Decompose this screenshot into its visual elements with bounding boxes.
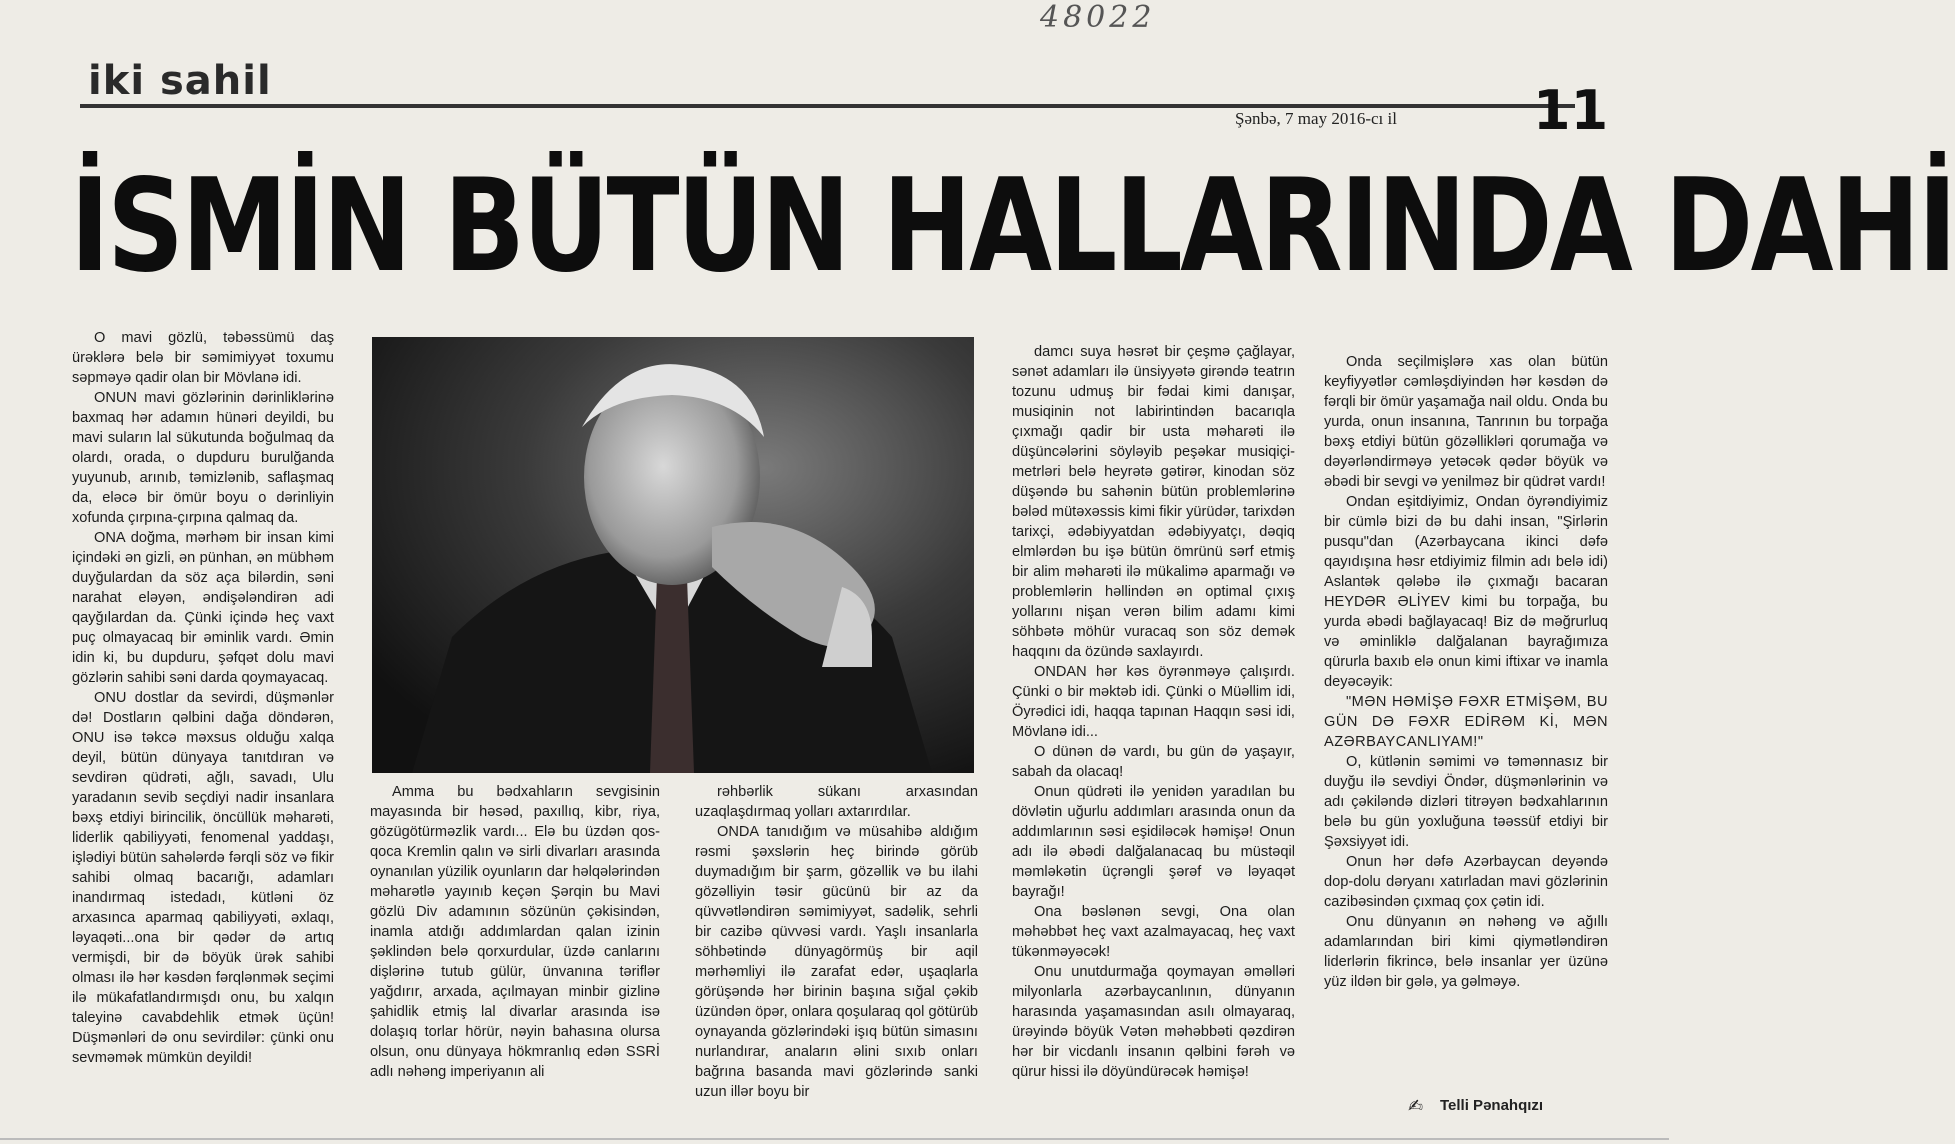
article-column-5 <box>1324 352 1608 992</box>
author-signature: Telli Pənahqızı <box>1440 1097 1544 1114</box>
paragraph: O mavi gözlü, təbəssümü daş ürəklərə belə bir səmimiyyət toxumu səpməyə qadir olan bir Mövlanə idi. <box>72 330 334 386</box>
paragraph: damcı suya həsrət bir çeşmə çağlayar, sənət adamları ilə ünsiyyətə girəndə teatrın tozunu udmuş bir fədai kimi danışar, musiqinin not labirintindən bacarıqla çıxmağı qadir bir usta məharəti ilə düşüncələrini söyləyib peşəkar musiqiçi-metrləri belə heyrətə gətirər, kinodan söz düşəndə bu sahənin bütün problemlərinə bələd mütəxəssis kimi fikir yürüdər, tarixdən tarixçi, ədəbiyyatdan ədəbiyyatçı, dəqiq elmlərdən bu işə bütün ömrünü sərf etmiş bir alim məharəti ilə mükalimə aparmağı və problemlərin həllindən ən optimal çıxış yollarını nişan verən bilim adamı kimi söhbətə möhür vuracaq son söz demək haqqını da özündə saxlayırdı. <box>1012 344 1295 660</box>
page-number: 11 <box>1533 79 1609 142</box>
headline: İSMİN BÜTÜN HALLARINDA DAHİ <box>70 152 1955 301</box>
paragraph: Amma bu bədxahların sevgisinin mayasında bir həsəd, paxıllıq, kibr, riya, gözügötürməzlik vardı... Elə bu üzdən qos-qoca Kremlin qalın və sirli divarları arasında oynanılan yüzilik oyunların dar həlqələrindən məharətlə yayınıb keçən Şərqin bu Mavi gözlü Div adamının sözünün çəkisindən, inamla atdığı addımlardan qalan izinin şəklindən belə qorxurdular, üzdə canlarını dişlərinə tutub gülür, ünvanına təriflər yağdırır, arxada, açılmayan minbir gizlinə şahidlik etmiş lal divarlar arasında isə dolaşıq torlar hörür, nəyin bahasına olursa olsun, onu dünyaya hökmranlıq edən SSRİ adlı nəhəng imperiyanın ali <box>370 784 660 1080</box>
paragraph: Ondan eşitdiyimiz, Ondan öyrəndiyimiz bir cümlə bizi də bu dahi insan, "Şirlərin pusqu"dan (Azərbaycana ikinci dəfə qayıdışına həsr etdiyimiz filmin adı belə idi) Aslantək qələbə ilə çıxmağı bacaran HEYDƏR ƏLİYEV kimi bu torpağa, bu yurda əbədi bağlayacaq! Biz də məğrurluq və əminliklə dalğalanan bayrağımıza qürurla baxıb elə onun kimi iftixar və inamla deyəcəyik: <box>1324 494 1608 690</box>
paragraph: ONA doğma, mərhəm bir insan kimi içindəki ən gizli, ən pünhan, ən mübhəm duyğulardan da söz aça bilərdin, səni narahat eləyən, əndişələndirən adi qayğılardan da. Çünki içində heç vaxt puç olmayacaq bir əminlik vardı. Əmin idin ki, bu dupduru, şəfqət dolu mavi gözlərin sahibi səni darda qoymayacaq. <box>72 530 334 686</box>
paragraph: Onun hər dəfə Azərbaycan deyəndə dop-dolu dəryanı xatırladan mavi gözlərinin cazibəsindən çıxmaq çox çətin idi. <box>1324 854 1608 910</box>
portrait-photo-graphic <box>372 337 974 773</box>
article-column-1 <box>72 328 334 1068</box>
paragraph: Onda seçilmişlərə xas olan bütün keyfiyyətlər cəmləşdiyindən hər kəsdən də fərqli bir ömür yaşamağa nail oldu. Onda bu yurda, onun insanına, Tanrının bu torpağa bəxş etdiyi bütün gözəllikləri qorumağa və dəyərləndirməyə yetəcək qədər böyük və əbədi bir sevgi və yenilməz bir qüdrət vardı! <box>1324 354 1608 490</box>
paragraph: Onu unutdurmağa qoymayan əməlləri milyonlarla azərbaycanlının, dünyanın harasında yaşamasından asılı olmayaraq, ürəyində böyük Vətən məhəbbəti qəzdirən hər bir vicdanlı insanın qəlbini fərəh və qürur hissi ilə döyündürəcək həmişə! <box>1012 964 1295 1080</box>
pen-icon: ✍ <box>1408 1096 1424 1117</box>
paragraph: O dünən də vardı, bu gün də yaşayır, sabah da olacaq! <box>1012 744 1295 780</box>
article-column-2 <box>370 782 660 1082</box>
paragraph: Onun qüdrəti ilə yenidən yaradılan bu dövlətin uğurlu addımları arasında onun da addımlarının səsi eşidiləcək həmişə! Onun adı ilə əbədi dalğalanacaq bu müstəqil məmləkətin üçrəngli şərəf və ləyaqət bayrağı! <box>1012 784 1295 900</box>
paragraph: ONDA tanıdığım və müsahibə aldığım rəsmi şəxslərin heç birində görüb duymadığım bir şarm, gözəllik və bu ilahi gözəlliyin təsir gücünü bir az da qüvvətləndirən səmimiyyət, sadəlik, sehrli bir cazibə qüvvəsi vardı. Yaşlı insanlarla söhbətində dünyagörmüş bir aqil mərhəmliyi ilə zarafat edər, uşaqlarla görüşəndə hər birinin başına sığal çəkib üzündən öpər, onlara qoşularaq qol götürüb oynayanda gözlərindəki işıq bütün simasını nurlandırar, anaların əlini sıxıb onları bağrına basanda mavi gözlərində sanki uzun illər boyu bir <box>695 824 978 1100</box>
paragraph: ONU dostlar da sevirdi, düşmənlər də! Dostların qəlbini dağa döndərən, ONU isə təkcə məxsus olduğu xalqa deyil, bütün dünyaya tanıtdıran və sevdirən qüdrəti, ağlı, savadı, Ulu yaradanın sevib seçdiyi nadir insanlara bəxş etdiyi birincilik, öncüllük məharəti, liderlik qabiliyyəti, fenomenal yaddaşı, işlədiyi bütün sahələrdə fərqli söz və fikir sahibi olmaq bacarığı, adamları inandırmaq istedadı, kütləni öz arxasınca aparmaq qabiliyyəti, əxlaqı, ləyaqəti...ona bir qədər də artıq vermişdi, bir də böyük ürək sahibi olması ilə hər kəsdən fərqlənmək seçimi ilə mükafatlandırmışdı onu, bu xalqın taleyinə cavabdehlik etmək üçün! Düşmənləri də onu sevirdilər: çünki onu sevməmək mümkün deyildi! <box>72 690 334 1066</box>
paragraph: O, kütlənin səmimi və təmənnasız bir duyğu ilə sevdiyi Öndər, düşmənlərinin və adı çəkiləndə dizləri titrəyən bədxahlarının belə bu gün yoxluğuna təəssüf etdiyi bir Şəxsiyyət idi. <box>1324 754 1608 850</box>
portrait-photo <box>372 337 974 773</box>
paragraph: ONUN mavi gözlərinin dərinliklərinə baxmaq hər adamın hünəri deyildi, bu mavi suların lal sükutunda boğulmaq da olardı, orada, o dupduru burulğanda yuyunub, arınıb, təmizlənib, saflaşmaq da, eləcə bir ömür boyu o dərinliyin xofunda çırpına-çırpına qalmaq da. <box>72 390 334 526</box>
header-divider <box>80 104 1575 108</box>
article-column-3 <box>695 782 978 1102</box>
paragraph: Ona bəslənən sevgi, Ona olan məhəbbət heç vaxt azalmayacaq, heç vaxt tükənməyəcək! <box>1012 904 1295 960</box>
handwritten-archive-number: 48022 <box>1040 0 1156 35</box>
section-name: iki sahil <box>88 58 272 104</box>
paragraph: rəhbərlik sükanı arxasından uzaqlaşdırmaq yolları axtarırdılar. <box>695 784 978 820</box>
paragraph: ONDAN hər kəs öyrənməyə çalışırdı. Çünki o bir məktəb idi. Çünki o Müəllim idi, Öyrədici idi, haqqa tapınan Haqqın səsi idi, Mövlanə idi... <box>1012 664 1295 740</box>
bottom-divider <box>0 1138 1669 1140</box>
quote: "MƏN HƏMİŞƏ FƏXR ETMİŞƏM, BU GÜN DƏ FƏXR EDİRƏM Kİ, MƏN AZƏRBAYCANLIYAM!" <box>1324 694 1608 750</box>
paragraph: Onu dünyanın ən nəhəng və ağıllı adamlarından biri kimi qiymətləndirən liderlərin fikrincə, belə insanlar yer üzünə yüz ildən bir gələ, ya gəlməyə. <box>1324 914 1608 990</box>
issue-date: Şənbə, 7 may 2016-cı il <box>1235 109 1397 128</box>
article-column-4 <box>1012 342 1295 1082</box>
